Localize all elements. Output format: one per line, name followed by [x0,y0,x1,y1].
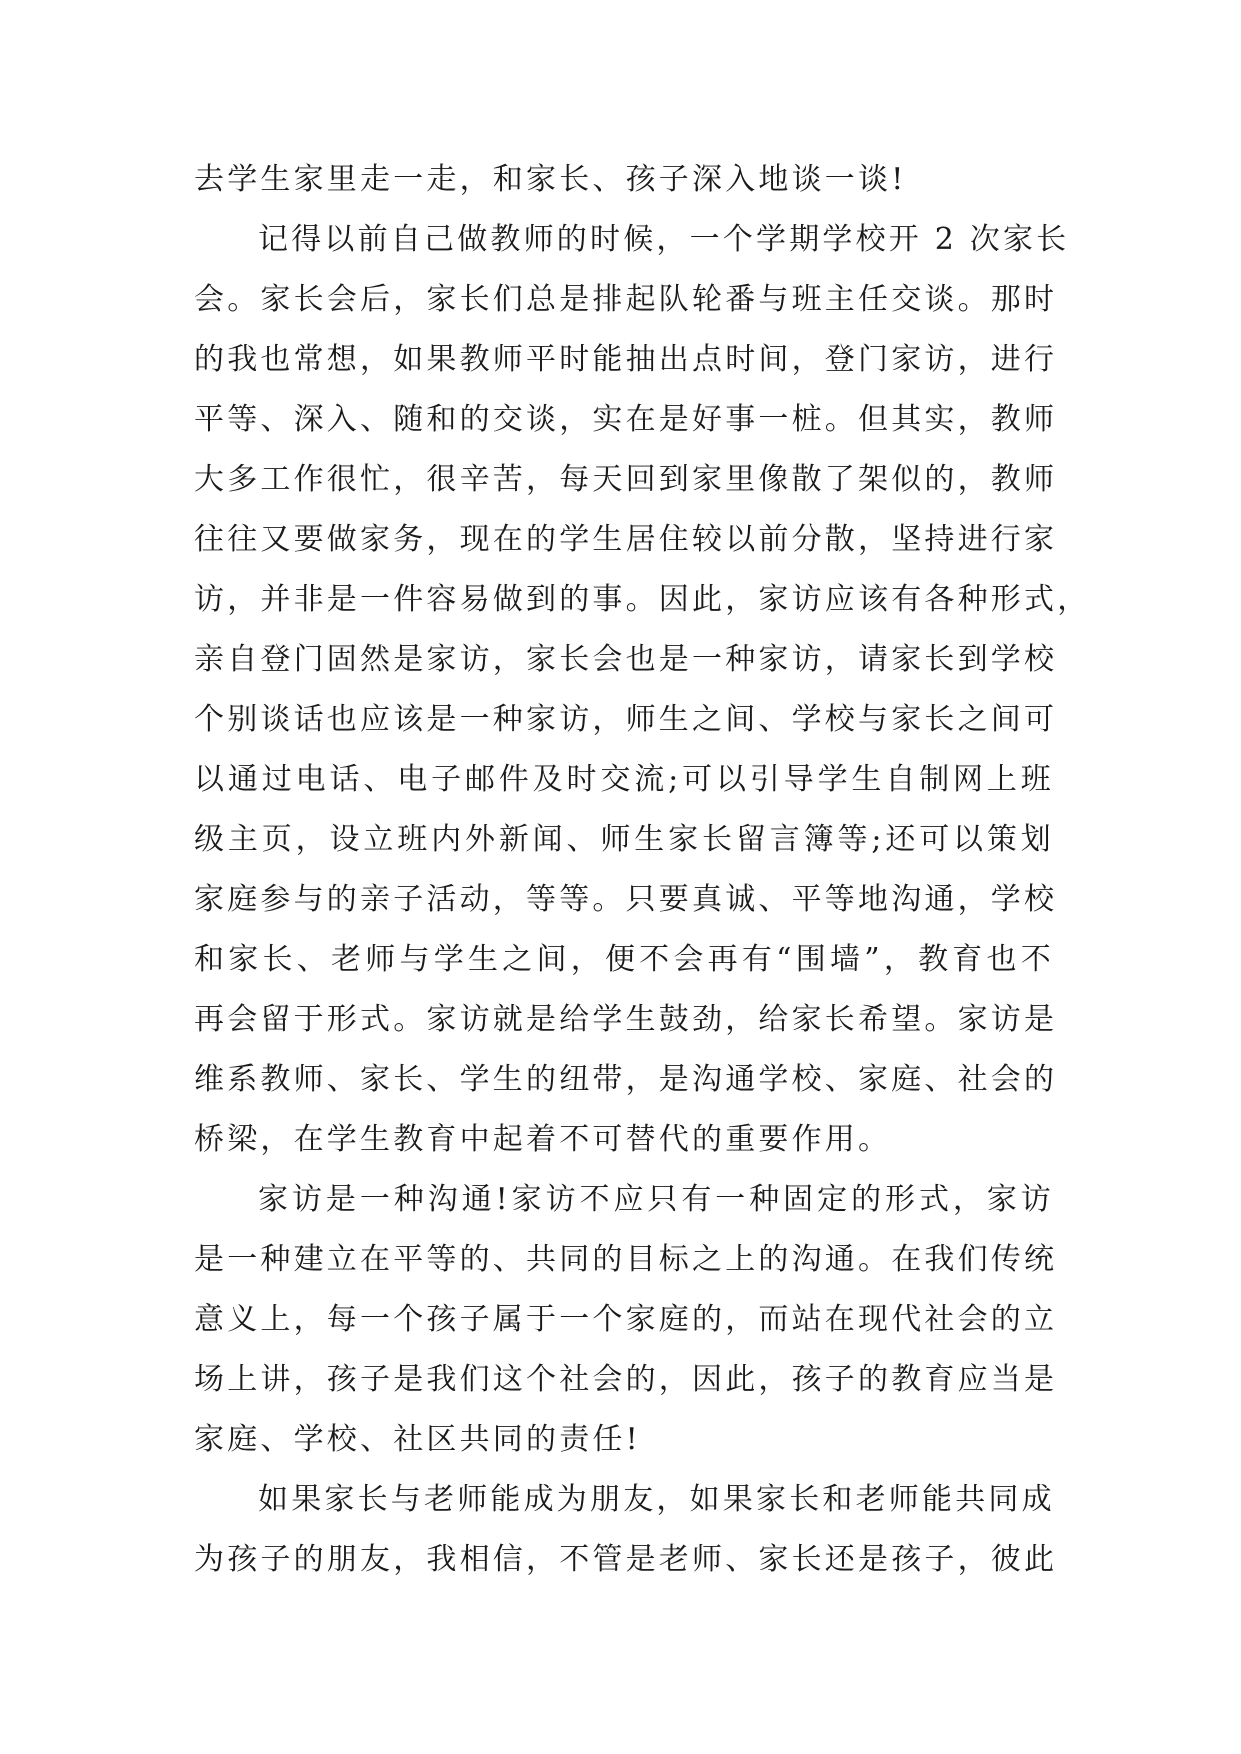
paragraph-line: 场上讲，孩子是我们这个社会的，因此，孩子的教育应当是 [194,1362,1058,1397]
paragraph-line: 维系教师、家长、学生的纽带，是沟通学校、家庭、社会的 [194,1062,1058,1097]
paragraph-line: 记得以前自己做教师的时候，一个学期学校开 2 次家长 [258,222,1070,257]
paragraph-line: 为孩子的朋友，我相信，不管是老师、家长还是孩子，彼此 [194,1542,1058,1577]
paragraph [194,210,1091,1170]
paragraph-line: 是一种建立在平等的、共同的目标之上的沟通。在我们传统 [194,1242,1058,1277]
paragraph-line: 会。家长会后，家长们总是排起队轮番与班主任交谈。那时 [194,282,1058,317]
paragraph-line: 和家长、老师与学生之间，便不会再有“围墙”，教育也不 [194,942,1054,977]
paragraph-line: 个别谈话也应该是一种家访，师生之间、学校与家长之间可 [194,702,1058,737]
paragraph-line: 大多工作很忙，很辛苦，每天回到家里像散了架似的，教师 [194,462,1058,497]
paragraph-line: 家庭参与的亲子活动，等等。只要真诚、平等地沟通，学校 [194,882,1058,917]
paragraph-line: 如果家长与老师能成为朋友，如果家长和老师能共同成 [258,1482,1055,1517]
paragraph-line: 去学生家里走一走，和家长、孩子深入地谈一谈! [194,162,907,197]
paragraph-line: 以通过电话、电子邮件及时交流;可以引导学生自制网上班 [194,762,1054,797]
paragraph [194,1470,1058,1590]
paragraph [194,150,1054,210]
paragraph-line: 家庭、学校、社区共同的责任! [194,1422,641,1457]
paragraph-line: 家访是一种沟通!家访不应只有一种固定的形式，家访 [258,1182,1054,1217]
paragraph-line: 意义上，每一个孩子属于一个家庭的，而站在现代社会的立 [194,1302,1058,1337]
paragraph-line: 往往又要做家务，现在的学生居住较以前分散，坚持进行家 [194,522,1058,557]
paragraph-line: 的我也常想，如果教师平时能抽出点时间，登门家访，进行 [194,342,1058,377]
paragraph-line: 访，并非是一件容易做到的事。因此，家访应该有各种形式， [194,582,1091,617]
paragraph [194,1170,1058,1470]
document-body [194,150,1091,1590]
paragraph-line: 再会留于形式。家访就是给学生鼓劲，给家长希望。家访是 [194,1002,1058,1037]
paragraph-line: 平等、深入、随和的交谈，实在是好事一桩。但其实，教师 [194,402,1058,437]
paragraph-line: 桥梁，在学生教育中起着不可替代的重要作用。 [194,1122,892,1157]
paragraph-line: 亲自登门固然是家访，家长会也是一种家访，请家长到学校 [194,642,1058,677]
paragraph-line: 级主页，设立班内外新闻、师生家长留言簿等;还可以策划 [194,822,1054,857]
